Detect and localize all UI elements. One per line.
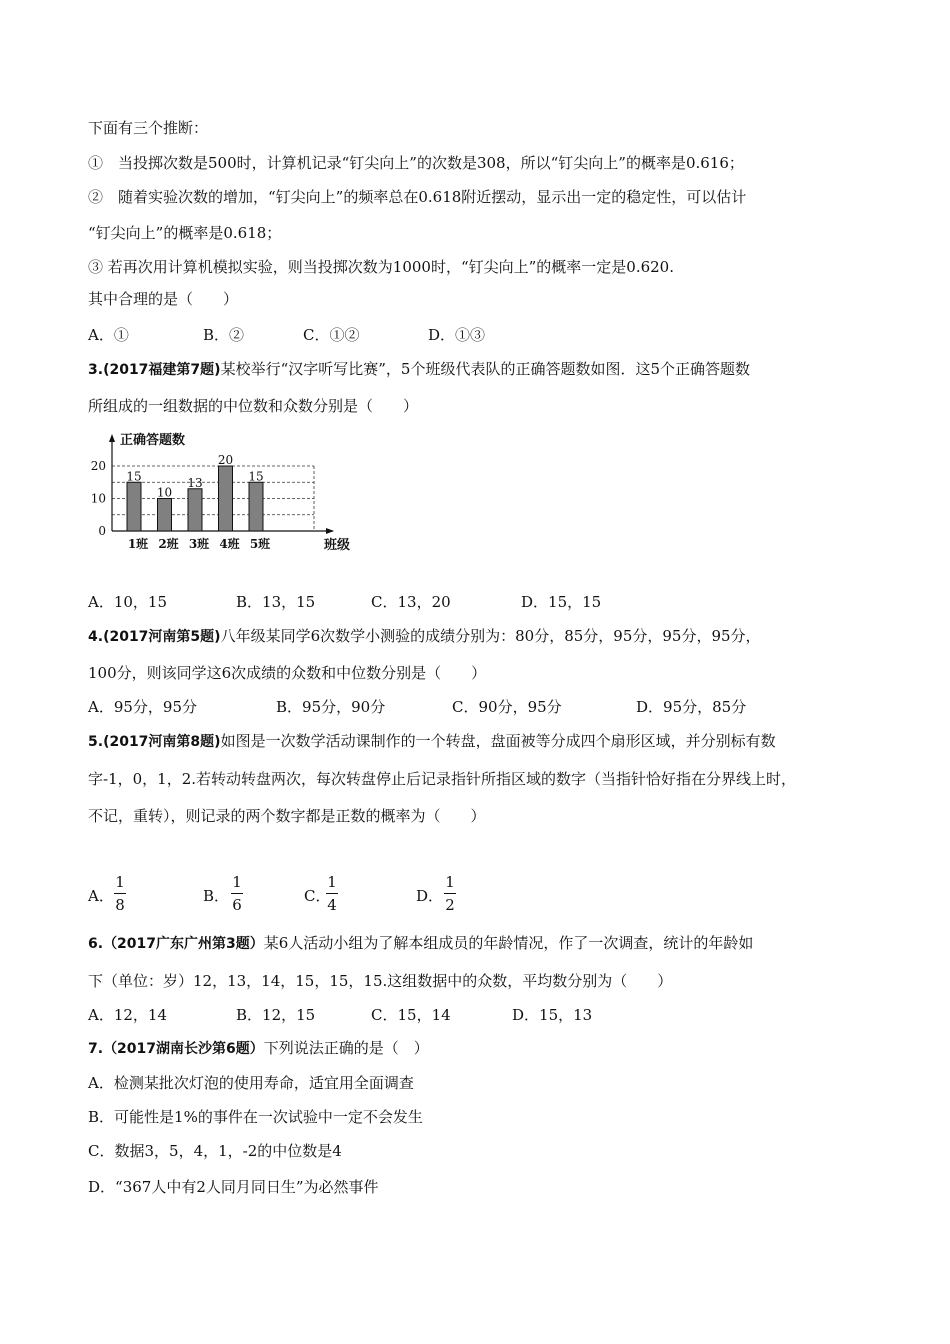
q2-stem: 其中合理的是（ ） — [88, 290, 239, 308]
x-tick-label: 1班 — [127, 537, 149, 551]
q2-option-c: C．①② — [303, 326, 360, 344]
intro-text: 下面有三个推断： — [88, 119, 209, 137]
q3-source: (2017福建第7题) — [103, 362, 221, 378]
q5-line2: 字-1，0，1，2.若转动转盘两次，每次转盘停止后记录指针所指区域的数字（当指针恰好指在分界线上时， — [88, 770, 797, 788]
q4-option-c: C．90分，95分 — [452, 698, 562, 716]
x-axis-label: 班级 — [324, 538, 351, 553]
q5-option-b-fraction — [231, 873, 243, 914]
q6-text: 某6人活动小组为了解本组成员的年龄情况，作了一次调查，统计的年龄如 — [263, 934, 754, 952]
fraction-denominator: 8 — [115, 896, 125, 914]
q5-option-a-fraction — [114, 873, 126, 914]
inference-3: ③ 若再次用计算机模拟实验，则当投掷次数为1000时，“钉尖向上”的概率一定是0.620. — [88, 258, 674, 276]
y-axis-label: 正确答题数 — [120, 433, 186, 448]
y-axis-arrow — [109, 434, 115, 442]
q7-number: 7. — [88, 1041, 104, 1057]
q6-number: 6. — [88, 936, 104, 952]
fraction-numerator: 1 — [445, 873, 455, 891]
q5-line1 — [88, 730, 776, 753]
q3-option-a: A．10，15 — [88, 593, 168, 611]
bar-data-label: 13 — [187, 475, 203, 490]
inference-2-cont: “钉尖向上”的概率是0.618； — [88, 224, 282, 242]
q3-option-b: B．13，15 — [236, 593, 316, 611]
q7-option-b: B．可能性是1%的事件在一次试验中一定不会发生 — [88, 1108, 423, 1126]
bar — [249, 482, 263, 531]
q3-text: 某校举行“汉字听写比赛”，5个班级代表队的正确答题数如图．这5个正确答题数 — [220, 360, 751, 378]
fraction-numerator: 1 — [232, 873, 242, 891]
q3-option-c: C．13，20 — [371, 593, 451, 611]
q6-option-d: D．15，13 — [512, 1006, 593, 1024]
q7-option-d: D．“367人中有2人同月同日生”为必然事件 — [88, 1178, 379, 1196]
q4-line1 — [88, 625, 761, 648]
bar — [158, 499, 172, 532]
q2-option-a: A．① — [88, 326, 129, 344]
q5-line3: 不记，重转），则记录的两个数字都是正数的概率为（ ） — [88, 807, 486, 825]
q5-option-d-letter: D． — [416, 887, 444, 905]
y-tick-label: 20 — [90, 459, 106, 473]
y-tick-label: 0 — [98, 524, 106, 538]
q5-option-c-letter: C． — [304, 887, 331, 905]
q4-line2: 100分，则该同学这6次成绩的众数和中位数分别是（ ） — [88, 664, 487, 682]
q6-option-c: C．15，14 — [371, 1006, 451, 1024]
bar — [219, 466, 233, 531]
q5-option-c-fraction — [326, 873, 338, 914]
q3-line1 — [88, 358, 750, 381]
q4-option-d: D．95分，85分 — [636, 698, 747, 716]
x-tick-label: 4班 — [219, 537, 240, 551]
q5-source: (2017河南第8题) — [103, 734, 221, 750]
q3-number: 3. — [88, 362, 104, 378]
q3-line2: 所组成的一组数据的中位数和众数分别是（ ） — [88, 397, 419, 415]
q6-option-b: B．12，15 — [236, 1006, 316, 1024]
q7-source: （2017湖南长沙第6题） — [103, 1041, 264, 1057]
bar-data-label: 15 — [126, 469, 142, 484]
fraction-denominator: 2 — [445, 896, 455, 914]
x-tick-label: 3班 — [188, 537, 210, 551]
bar-data-label: 20 — [217, 453, 234, 467]
q4-number: 4. — [88, 629, 104, 645]
q3-option-d: D．15，15 — [521, 593, 602, 611]
bar — [188, 489, 202, 531]
q7-line1 — [88, 1037, 429, 1060]
q6-line1 — [88, 932, 753, 955]
q4-source: (2017河南第5题) — [103, 629, 221, 645]
x-tick-label: 5班 — [249, 537, 271, 551]
q4-option-a: A．95分，95分 — [88, 698, 198, 716]
x-axis-arrow — [326, 528, 334, 534]
bar — [127, 482, 141, 531]
q5-text: 如图是一次数学活动课制作的一个转盘，盘面被等分成四个扇形区域，并分别标有数 — [220, 732, 776, 750]
q5-number: 5. — [88, 734, 104, 750]
bar-data-label: 10 — [156, 485, 173, 500]
fraction-denominator: 6 — [232, 896, 242, 914]
q7-stem: 下列说法正确的是（ ） — [263, 1039, 429, 1057]
q4-option-b: B．95分，90分 — [276, 698, 386, 716]
q4-text: 八年级某同学6次数学小测验的成绩分别为：80分，85分，95分，95分，95分， — [220, 627, 761, 645]
q7-option-c: C．数据3，5，4，1，-2的中位数是4 — [88, 1142, 342, 1160]
q5-option-d-fraction — [444, 873, 456, 914]
x-tick-label: 2班 — [158, 537, 179, 551]
inference-1: ① 当投掷次数是500时，计算机记录“钉尖向上”的次数是308，所以“钉尖向上”的概率是0.616； — [88, 154, 744, 172]
inference-2: ② 随着实验次数的增加，“钉尖向上”的频率总在0.618附近摆动，显示出一定的稳定性，可以估计 — [88, 188, 747, 206]
fraction-denominator: 4 — [327, 896, 337, 914]
q7-option-a: A．检测某批次灯泡的使用寿命，适宜用全面调查 — [88, 1074, 414, 1092]
q6-option-a: A．12，14 — [88, 1006, 168, 1024]
bar-chart — [88, 428, 358, 558]
q2-option-b: B．② — [203, 326, 245, 344]
y-tick-label: 10 — [90, 491, 106, 506]
fraction-numerator: 1 — [327, 873, 337, 891]
q5-option-a-letter: A． — [88, 887, 114, 905]
fraction-numerator: 1 — [115, 873, 125, 891]
bar-data-label: 15 — [248, 469, 264, 484]
q5-option-b-letter: B． — [203, 887, 230, 905]
q6-source: （2017广东广州第3题） — [103, 936, 264, 952]
q6-line2: 下（单位：岁）12，13，14，15，15，15.这组数据中的众数，平均数分别为（ ） — [88, 972, 673, 990]
q2-option-d: D．①③ — [428, 326, 486, 344]
